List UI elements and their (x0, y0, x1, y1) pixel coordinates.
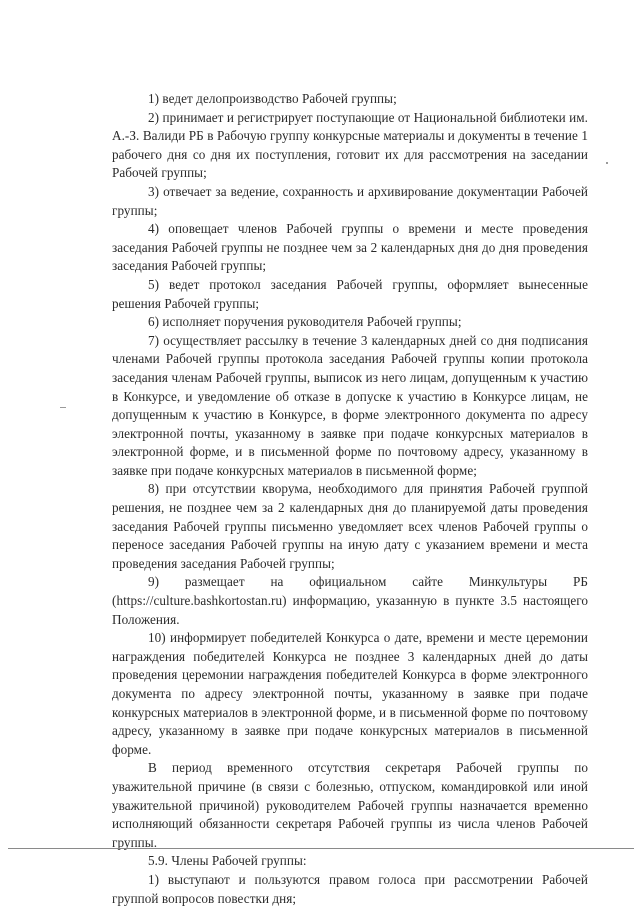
paragraph-item-3: 3) отвечает за ведение, сохранность и архивирование документации Рабочей группы; (112, 183, 588, 218)
paragraph-item-1: 1) ведет делопроизводство Рабочей группы; (148, 91, 397, 106)
paragraph-item-6: 6) исполняет поручения руководителя Рабочей группы; (148, 314, 462, 330)
paragraph-item-10: 10) информирует победителей Конкурса о дате, времени и месте церемонии награждения победителей Конкурса не позднее 3 календарных дней до даты проведения церемонии награждения победителей Конкурса в форме электронного документа по адресу электронной почты, указанному в заявке при подаче конкурсных материалов в электронной форме, и в письменной форме по почтовому адресу, указанному в заявке при подаче конкурсных материалов в письменной форме. (112, 630, 588, 757)
paragraph-item-4: 4) оповещает членов Рабочей группы о времени и месте проведения заседания Рабочей группы не позднее чем за 2 календарных дня до дня проведения заседания Рабочей группы; (112, 221, 588, 274)
scan-artifact-dot (606, 162, 608, 164)
section-heading-5-9: 5.9. Члены Рабочей группы: (148, 853, 307, 869)
paragraph-item-2: 2) принимает и регистрирует поступающие от Национальной библиотеки им. А.-З. Валиди РБ в Рабочую группу конкурсные материалы и документы в течение 1 рабочего дня со дня их поступления, готовит их для рассмотрения на заседании Рабочей группы; (112, 109, 588, 181)
paragraph-item-9: 9) размещает на официальном сайте Минкультуры РБ (https://culture.bashkortostan.ru) информацию, указанную в пункте 3.5 настоящего Положения. (112, 574, 588, 627)
page-bottom-rule (8, 848, 634, 849)
document-body (112, 90, 588, 908)
paragraph-item-7: 7) осуществляет рассылку в течение 3 календарных дней со дня подписания членами Рабочей группы протокола заседания Рабочей группы копии протокола заседания членам Рабочей группы, выписок из него лицам, допущенным к участию в Конкурсе, и уведомление об отказе в допуске к участию в Конкурсе лицам, не допущенным к участию в Конкурсе, в форме электронного документа по адресу электронной почты, указанному в заявке при подаче конкурсных материалов в электронной форме, и в письменной форме по почтовому адресу, указанному в заявке при подаче конкурсных материалов в письменной форме; (112, 332, 588, 478)
paragraph-item-8: 8) при отсутствии кворума, необходимого для принятия Рабочей группой решения, не позднее чем за 2 календарных дня до планируемой даты проведения заседания Рабочей группы письменно уведомляет всех членов Рабочей группы о переносе заседания Рабочей группы на иную дату с указанием времени и места проведения заседания Рабочей группы; (112, 481, 588, 571)
paragraph-item-5: 5) ведет протокол заседания Рабочей группы, оформляет вынесенные решения Рабочей группы; (112, 276, 588, 311)
paragraph-members-item-1: 1) выступают и пользуются правом голоса при рассмотрении Рабочей группой вопросов повестки дня; (112, 871, 588, 906)
paragraph-secretary-absence: В период временного отсутствия секретаря Рабочей группы по уважительной причине (в связи с болезнью, отпуском, командировкой или иной уважительной причиной) руководителем Рабочей группы назначается временно исполняющий обязанности секретаря Рабочей группы из числа членов Рабочей группы. (112, 760, 588, 850)
scan-artifact-mark (60, 407, 66, 408)
